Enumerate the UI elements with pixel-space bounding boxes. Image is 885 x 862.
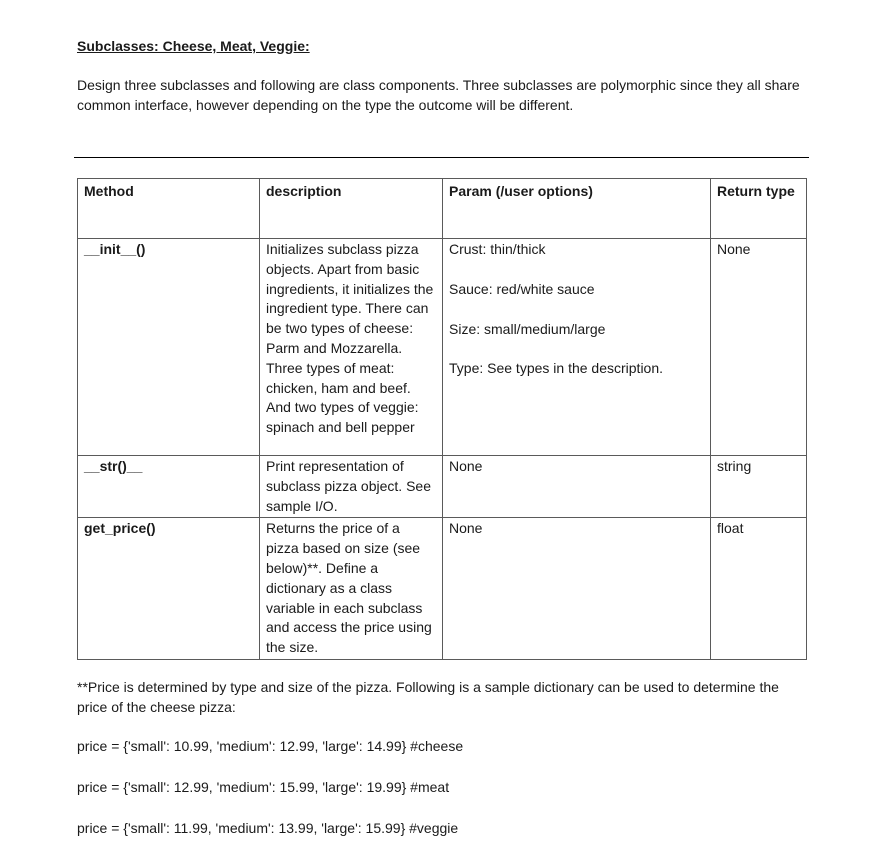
price-line-meat: price = {'small': 12.99, 'medium': 15.99, 'large': 19.99} #meat bbox=[77, 779, 450, 795]
header-return-type: Return type bbox=[711, 179, 807, 239]
return-type-cell: float bbox=[711, 518, 807, 660]
description-cell: Initializes subclass pizza objects. Apart from basic ingredients, it initializes the ingredient type. There can be two types of cheese: Parm and Mozzarella. Three types of meat: chicken, ham and beef. And two types of veggie: spinach and bell pepper bbox=[260, 239, 443, 456]
price-line-cheese: price = {'small': 10.99, 'medium': 12.99, 'large': 14.99} #cheese bbox=[77, 738, 464, 754]
param-item: None bbox=[449, 520, 483, 537]
description-cell: Print representation of subclass pizza object. See sample I/O. bbox=[260, 456, 443, 518]
table-header-row bbox=[78, 179, 807, 239]
method-cell: __str()__ bbox=[78, 456, 260, 518]
intro-paragraph: Design three subclasses and following are class components. Three subclasses are polymorphic since they all share common interface, however depending on the type the outcome will be different. bbox=[77, 77, 800, 113]
param-cell bbox=[443, 518, 711, 660]
price-note: **Price is determined by type and size of the pizza. Following is a sample dictionary can be used to determine the price of the cheese pizza: bbox=[77, 679, 779, 715]
header-description: description bbox=[260, 179, 443, 239]
param-cell bbox=[443, 456, 711, 518]
table-row bbox=[78, 239, 807, 456]
param-item: Sauce: red/white sauce bbox=[449, 280, 595, 297]
price-line-veggie: price = {'small': 11.99, 'medium': 13.99, 'large': 15.99} #veggie bbox=[77, 820, 459, 836]
horizontal-rule bbox=[74, 157, 809, 158]
return-type-cell: string bbox=[711, 456, 807, 518]
param-item: None bbox=[449, 458, 483, 474]
section-heading: Subclasses: Cheese, Meat, Veggie: bbox=[77, 38, 310, 54]
param-item: Size: small/medium/large bbox=[449, 320, 606, 337]
table-row bbox=[78, 456, 807, 518]
header-method: Method bbox=[78, 179, 260, 239]
param-cell bbox=[443, 239, 711, 456]
return-type-cell: None bbox=[711, 239, 807, 456]
method-cell: get_price() bbox=[78, 518, 260, 660]
method-cell: __init__() bbox=[78, 239, 260, 456]
table-row bbox=[78, 518, 807, 660]
description-cell: Returns the price of a pizza based on size (see below)**. Define a dictionary as a class variable in each subclass and access the price using the size. bbox=[260, 518, 443, 660]
param-item: Type: See types in the description. bbox=[449, 360, 664, 377]
methods-table bbox=[77, 178, 807, 660]
param-item: Crust: thin/thick bbox=[449, 241, 546, 257]
header-param: Param (/user options) bbox=[443, 179, 711, 239]
